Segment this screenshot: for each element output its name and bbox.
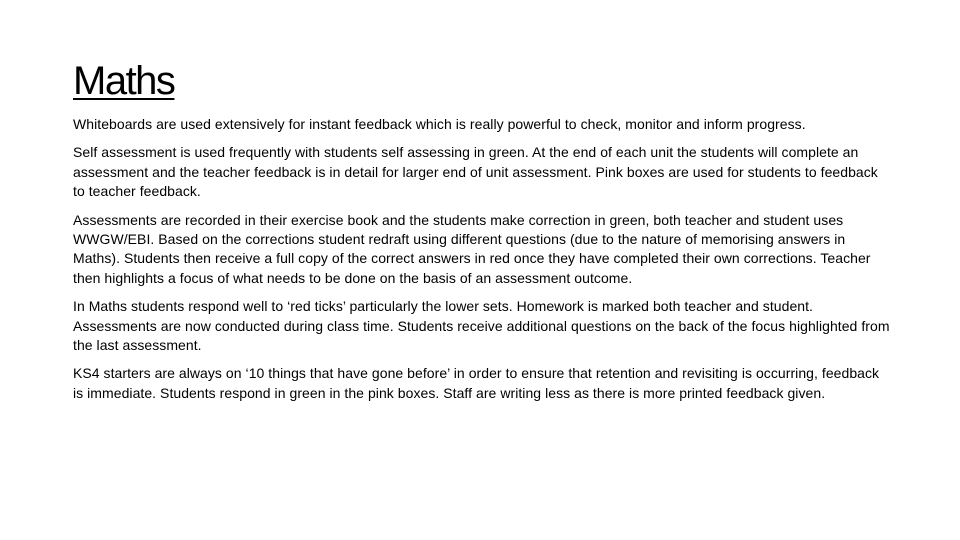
paragraph-self-assessment: Self assessment is used frequently with students self assessing in green. At the end of each unit the students will complete an assessment and the teacher feedback is in detail for larger end of unit assessment. Pink boxes are used for students to feedback to teacher feedback. xyxy=(73,144,878,200)
paragraph-assessments: Assessments are recorded in their exercise book and the students make correction in green, both teacher and student uses WWGW/EBI. Based on the corrections student redraft using different questions (due to the nature of memorising answers in Maths). Students then receive a full copy of the correct answers in red once they have completed their own corrections. Teacher then highlights a focus of what needs to be done on the basis of an assessment outcome. xyxy=(73,211,871,286)
paragraph-whiteboards: Whiteboards are used extensively for instant feedback which is really powerful to check, monitor and inform progress. xyxy=(73,116,806,132)
paragraph-red-ticks: In Maths students respond well to ‘red ticks’ particularly the lower sets. Homework is marked both teacher and student. Assessments are now conducted during class time. Students receive additional questions on the back of the focus highlighted from the last assessment. xyxy=(73,298,890,354)
paragraph-ks4-starters: KS4 starters are always on ‘10 things that have gone before’ in order to ensure that retention and revisiting is occurring, feedback is immediate. Students respond in green in the pink boxes. Staff are writing less as there is more printed feedback given. xyxy=(73,365,880,401)
slide-title: Maths xyxy=(73,59,175,103)
slide-body xyxy=(73,115,893,412)
